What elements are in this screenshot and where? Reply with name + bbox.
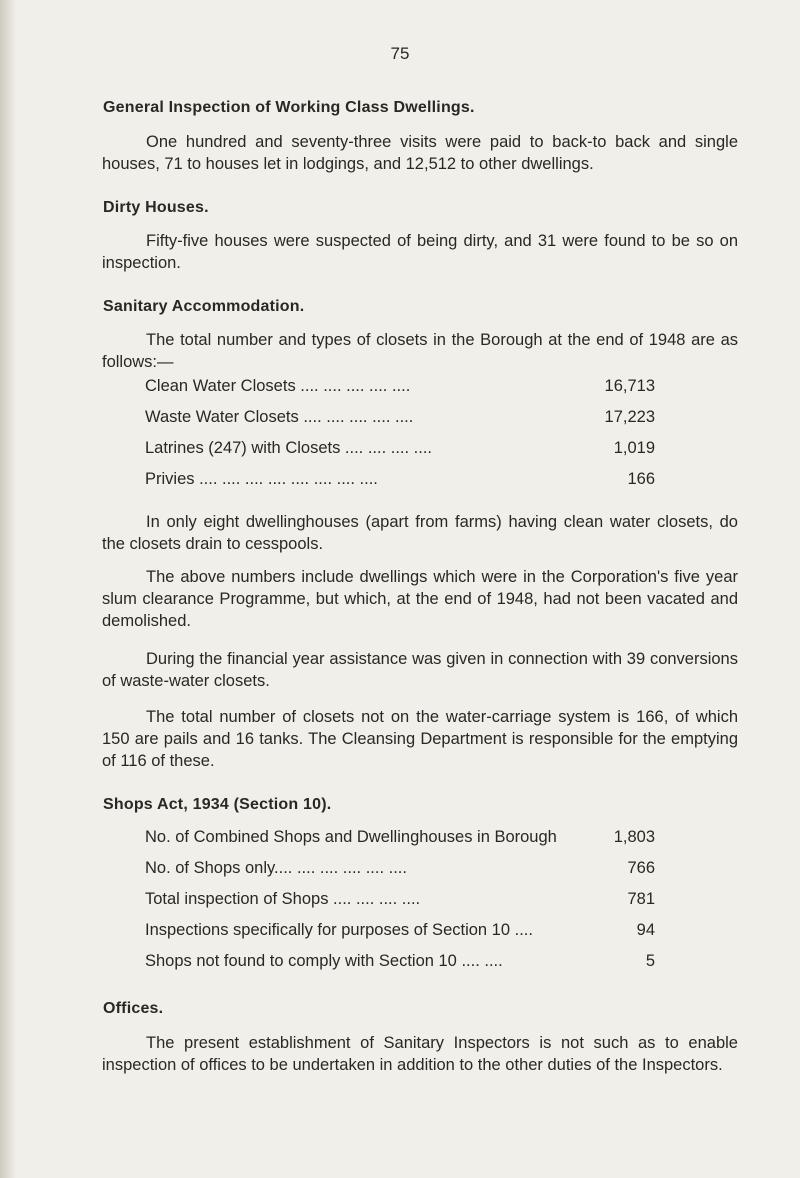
heading-dirty-houses: Dirty Houses. — [103, 199, 209, 216]
closet-row-value: 166 — [627, 470, 655, 488]
closet-row-value: 16,713 — [604, 377, 655, 395]
shops-row — [145, 952, 655, 971]
closet-row-label: Waste Water Closets .... .... .... .... .... — [145, 408, 414, 426]
para-dirty-houses: Fifty-five houses were suspected of being dirty, and 31 were found to be so on inspection. — [102, 232, 738, 272]
closet-row-label: Clean Water Closets .... .... .... .... .... — [145, 377, 411, 395]
shops-row-value: 94 — [636, 921, 655, 939]
closet-row-label: Privies .... .... .... .... .... .... .... .... — [145, 470, 378, 488]
shops-row — [145, 890, 655, 909]
para-general-inspection: One hundred and seventy-three visits were paid to back-to back and single houses, 71 to houses let in lodgings, and 12,512 to other dwellings. — [102, 133, 738, 173]
closet-row — [145, 408, 655, 427]
shops-row — [145, 921, 655, 940]
shops-row-value: 766 — [627, 859, 655, 877]
shops-row-value: 1,803 — [613, 828, 655, 846]
shops-row-value: 781 — [627, 890, 655, 908]
shops-row-label: Shops not found to comply with Section 10 .... .... — [145, 952, 503, 970]
shops-row-label: Inspections specifically for purposes of Section 10 .... — [145, 921, 533, 939]
heading-general-inspection: General Inspection of Working Class Dwellings. — [103, 99, 475, 116]
page-number: 75 — [390, 44, 410, 63]
para-slum-clearance: The above numbers include dwellings which were in the Corporation's five year slum clearance Programme, but which, at the end of 1948, had not been vacated and demolished. — [102, 568, 738, 630]
closet-row-value: 1,019 — [613, 439, 655, 457]
closet-row — [145, 470, 655, 489]
shops-row-label: No. of Combined Shops and Dwellinghouses in Borough — [145, 828, 557, 846]
closet-row — [145, 377, 655, 396]
closet-row-value: 17,223 — [604, 408, 655, 426]
shops-row — [145, 859, 655, 878]
shops-row-label: Total inspection of Shops .... .... .... .... — [145, 890, 421, 908]
shops-row-label: No. of Shops only.... .... .... .... .... .... — [145, 859, 407, 877]
heading-shops-act: Shops Act, 1934 (Section 10). — [103, 796, 332, 813]
shops-row — [145, 828, 655, 847]
closet-row — [145, 439, 655, 458]
para-water-carriage: The total number of closets not on the water-carriage system is 166, of which 150 are pails and 16 tanks. The Cleansing Department is responsible for the emptying of 116 of these. — [102, 708, 738, 770]
shops-row-value: 5 — [645, 952, 655, 970]
heading-sanitary-accommodation: Sanitary Accommodation. — [103, 298, 305, 315]
para-cesspools: In only eight dwellinghouses (apart from farms) having clean water closets, do the closets drain to cesspools. — [102, 513, 738, 553]
heading-offices: Offices. — [103, 1000, 164, 1017]
closet-row-label: Latrines (247) with Closets .... .... .... .... — [145, 439, 433, 457]
para-sanitary-intro: The total number and types of closets in the Borough at the end of 1948 are as follows:— — [102, 331, 738, 371]
para-conversions: During the financial year assistance was given in connection with 39 conversions of waste-water closets. — [102, 650, 738, 690]
para-offices: The present establishment of Sanitary Inspectors is not such as to enable inspection of offices to be undertaken in addition to the other duties of the Inspectors. — [102, 1034, 738, 1074]
